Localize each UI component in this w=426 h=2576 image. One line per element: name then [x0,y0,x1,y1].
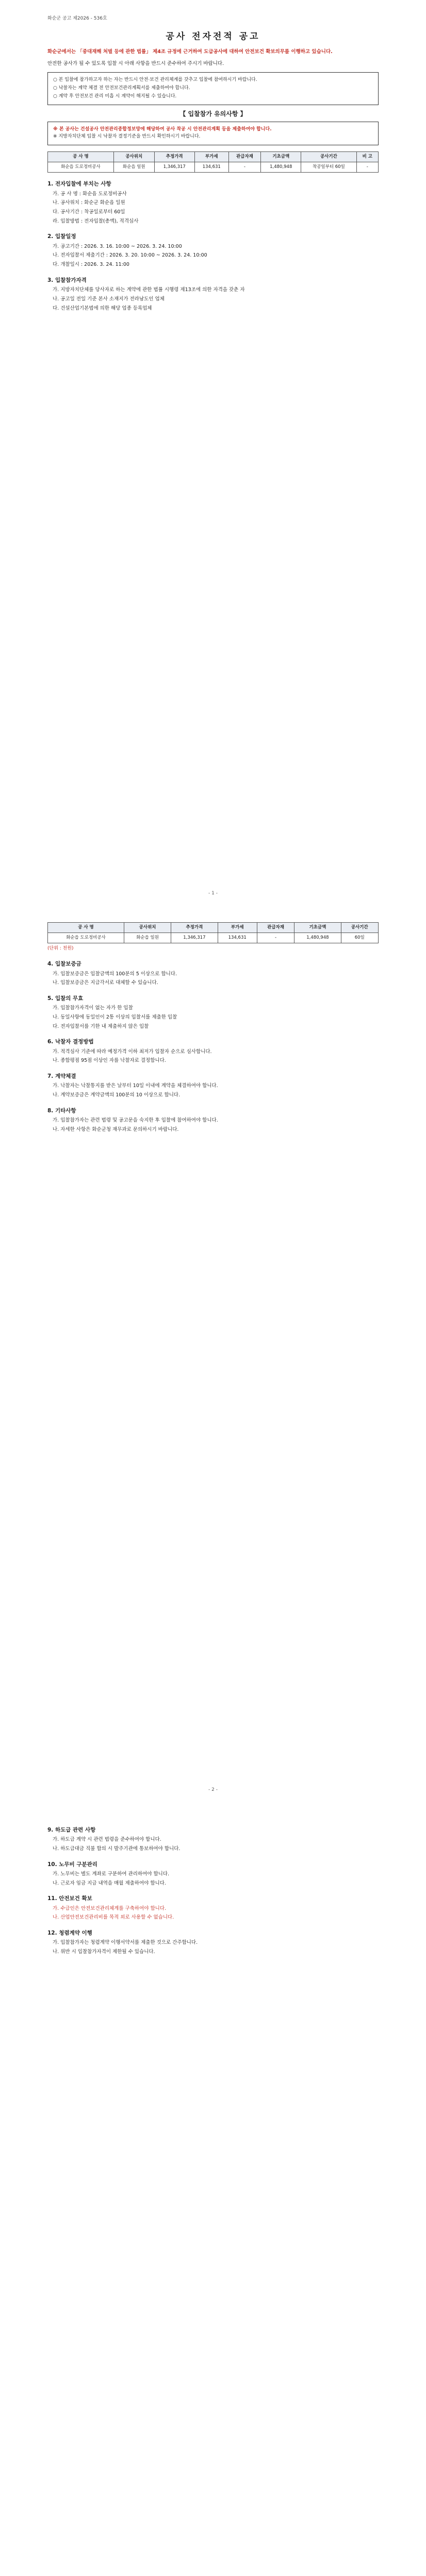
table-header: 공사기간 [301,152,356,162]
table-cell: - [356,162,378,173]
table-header: 부가세 [218,923,257,933]
notice-reference: 화순군 공고 제2026 - 536호 [47,16,107,21]
intro-text-1: 화순군에서는 「중대재해 처벌 등에 관한 법률」 제4조 규정에 근거하여 도급공사에 대하여 안전보건 확보의무를 이행하고 있습니다. [47,49,333,55]
notice-item: ○ 계약 후 안전보건 관리 미흡 시 계약이 해지될 수 있습니다. [53,93,177,99]
caution-text-2: ※ 지방자치단체 입찰 시 낙찰자 결정기준을 반드시 확인하시기 바랍니다. [53,134,201,140]
page-3 [0,1803,426,2576]
section-item: 가. 지방자치단체를 당사자로 하는 계약에 관한 법률 시행령 제13조에 의한 자격을 갖춘 자 [53,287,245,293]
table-header: 공사위치 [124,923,171,933]
table-cell: - [257,933,294,943]
intro-paragraph-1 [47,48,379,56]
section-item: 나. 전자입찰서 제출기간 : 2026. 3. 20. 10:00 ~ 2026. 3. 24. 10:00 [53,252,207,259]
section-title: 4. 입찰보증금 [47,961,81,968]
table-cell: 134,631 [194,162,228,173]
table-cell: 1,346,317 [171,933,218,943]
caution-text-1: ※ 본 공사는 건설공사 안전관리종합정보망에 해당하여 공사 착공 시 안전관리계획 등을 제출하여야 합니다. [53,127,272,132]
table-cell: 1,480,948 [294,933,341,943]
section-title: 12. 청렴계약 이행 [47,1930,92,1937]
table-header: 추정가격 [154,152,194,162]
page-title: 공사 전자전적 공고 [166,31,260,42]
section-item: 가. 입찰참가자격이 없는 자가 한 입찰 [53,1005,133,1011]
section-title: 8. 기타사항 [47,1107,76,1114]
table-header: 기초금액 [294,923,341,933]
section-item: 다. 공사기간 : 착공일로부터 60일 [53,209,125,215]
table-header: 공 사 명 [48,152,114,162]
section-item: 가. 적격심사 기준에 따라 예정가격 이하 최저가 입찰자 순으로 심사합니다. [53,1048,212,1055]
section-item: 가. 입찰보증금은 입찰금액의 100분의 5 이상으로 합니다. [53,971,177,977]
table-row [48,933,379,943]
table-cell: 1,346,317 [154,162,194,173]
table-cell: 화순읍 도로정비공사 [48,162,114,173]
section-item: 가. 공고기간 : 2026. 3. 16. 10:00 ~ 2026. 3. 24. 10:00 [53,243,182,249]
section-title: 1. 전자입찰에 부치는 사항 [47,181,111,188]
table-cell: 화순읍 일원 [113,162,154,173]
section-item: 가. 노무비는 별도 계좌로 구분하여 관리하여야 합니다. [53,1871,170,1877]
table-row [48,162,379,173]
table-cell: 1,480,948 [261,162,301,173]
table-header: 추정가격 [171,923,218,933]
page-number: - 1 - [208,891,218,896]
notice-box [47,72,379,105]
notice-item: ○ 낙찰자는 계약 체결 전 안전보건관리계획서를 제출하여야 합니다. [53,85,190,91]
section-title: 7. 계약체결 [47,1073,76,1080]
section-item: 가. 입찰참가자는 청렴계약 이행서약서를 제출한 것으로 간주합니다. [53,1940,198,1946]
section-title: 5. 입찰의 무효 [47,995,84,1002]
caution-box [47,122,379,145]
section-item: 가. 공 사 명 : 화순읍 도로정비공사 [53,191,127,197]
table-cell: 60일 [341,933,378,943]
table-cell: 화순읍 일원 [124,933,171,943]
section-item: 나. 위반 시 입찰참가자격이 제한될 수 있습니다. [53,1949,155,1955]
section-item: 가. 낙찰자는 낙찰통지를 받은 날부터 10일 이내에 계약을 체결하여야 합니다. [53,1083,218,1089]
main-table [47,151,379,173]
section-item: 나. 산업안전보건관리비를 목적 외로 사용할 수 없습니다. [53,1914,174,1921]
section-title: 11. 안전보건 확보 [47,1895,92,1902]
section-item: 가. 수급인은 안전보건관리체계를 구축하여야 합니다. [53,1905,167,1911]
section-item: 나. 입찰보증금은 지급각서로 대체할 수 있습니다. [53,980,158,986]
caution-title: 【 입찰참가 유의사항 】 [179,110,247,117]
section-title: 10. 노무비 구분관리 [47,1861,97,1868]
section-item: 라. 입찰방법 : 전자입찰(총액), 적격심사 [53,218,139,224]
section-item: 나. 계약보증금은 계약금액의 100분의 10 이상으로 합니다. [53,1092,181,1098]
section-item: 나. 종합평점 95점 이상인 자를 낙찰자로 결정합니다. [53,1058,166,1064]
section-item: 나. 공사위치 : 화순군 화순읍 일원 [53,200,125,206]
table-header: 관급자재 [228,152,261,162]
section-item: 가. 하도급 계약 시 관련 법령을 준수하여야 합니다. [53,1837,161,1843]
section-item: 나. 자세한 사항은 화순군청 재무과로 문의하시기 바랍니다. [53,1126,179,1132]
section-title: 2. 입찰일정 [47,233,76,240]
table-unit-note: (단위 : 천원) [47,946,74,952]
section-item: 나. 공고일 전일 기준 본사 소재지가 전라남도인 업체 [53,296,165,302]
summary-table [47,922,379,943]
section-item: 나. 하도급대금 직불 합의 시 발주기관에 통보하여야 합니다. [53,1845,181,1852]
section-title: 3. 입찰참가자격 [47,277,87,283]
table-header: 비 고 [356,152,378,162]
section-item: 다. 건설산업기본법에 의한 해당 업종 등록업체 [53,305,152,311]
section-item: 가. 입찰참가자는 관련 법령 및 공고문을 숙지한 후 입찰에 참여하여야 합니다. [53,1117,218,1124]
table-cell: 화순읍 도로정비공사 [48,933,124,943]
page-number: - 2 - [208,1787,218,1792]
table-header: 기초금액 [261,152,301,162]
section-item: 나. 동일사항에 동일인이 2통 이상의 입찰서를 제출한 입찰 [53,1014,177,1020]
section-item: 다. 개찰일시 : 2026. 3. 24. 11:00 [53,262,129,268]
table-cell: 착공일부터 60일 [301,162,356,173]
table-header: 부가세 [194,152,228,162]
table-cell: 134,631 [218,933,257,943]
section-title: 9. 하도급 관련 사항 [47,1827,96,1833]
notice-item: ○ 본 입찰에 참가하고자 하는 자는 반드시 안전·보건 관리체계를 갖추고 입찰에 참여하시기 바랍니다. [53,77,257,82]
page-2 [0,907,426,1803]
table-header: 공사위치 [113,152,154,162]
section-title: 6. 낙찰자 결정방법 [47,1039,94,1045]
section-item: 다. 전자입찰서를 기한 내 제출하지 않은 입찰 [53,1023,149,1029]
intro-paragraph-2: 안전한 공사가 될 수 있도록 입찰 시 아래 사항을 반드시 준수하여 주시기 바랍니다. [47,61,224,66]
page-1 [0,0,426,907]
section-item: 나. 근로자 임금 지급 내역을 매월 제출하여야 합니다. [53,1880,166,1886]
table-header: 관급자재 [257,923,294,933]
table-cell: - [228,162,261,173]
table-header: 공 사 명 [48,923,124,933]
table-header: 공사기간 [341,923,378,933]
